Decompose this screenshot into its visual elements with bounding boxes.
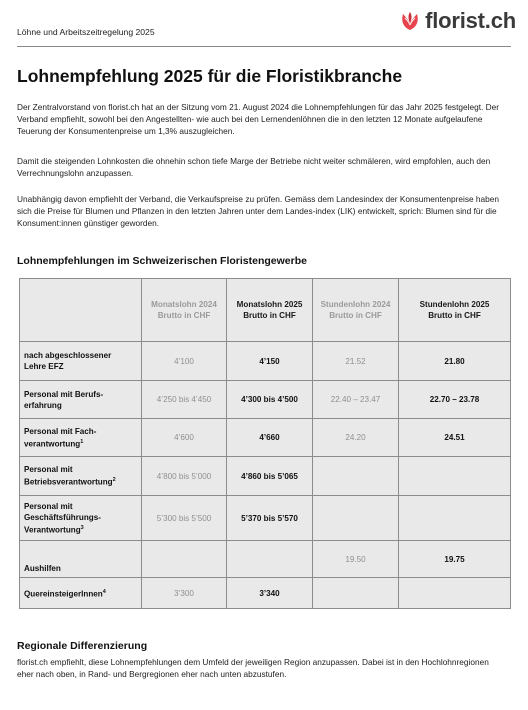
- header-line: Brutto in CHF: [157, 311, 211, 320]
- header-line: Stundenlohn 2025: [419, 300, 490, 309]
- cell-stundenlohn-2025: 21.80: [399, 342, 511, 381]
- row-label: [20, 342, 142, 381]
- page-title: Lohnempfehlung 2025 für die Floristikbranche: [17, 66, 403, 86]
- cell-monatslohn-2024: 4’250 bis 4’450: [142, 381, 227, 419]
- table-row: [20, 342, 511, 381]
- cell-monatslohn-2025: 4’860 bis 5’065: [227, 457, 313, 496]
- header-monatslohn-2025: [227, 279, 313, 342]
- document-subtitle: Löhne und Arbeitszeitregelung 2025: [17, 27, 155, 37]
- intro-paragraph-2: Damit die steigenden Lohnkosten die ohnehin schon tiefe Marge der Betriebe nicht weiter schmäleren, wird empfohlen, auch den Verrechnungslohn anzupassen.: [17, 156, 491, 179]
- cell-monatslohn-2025: 4’150: [227, 342, 313, 381]
- cell-stundenlohn-2025: [399, 578, 511, 609]
- header-line: Stundenlohn 2024: [320, 300, 391, 309]
- table-row: [20, 419, 511, 457]
- cell-stundenlohn-2024: 19.50: [313, 541, 399, 578]
- row-label: [20, 419, 142, 457]
- cell-stundenlohn-2024: 21.52: [313, 342, 399, 381]
- table-header-row: [20, 279, 511, 342]
- header-empty-cell: [20, 279, 142, 342]
- row-label: [20, 496, 142, 541]
- table-heading: Lohnempfehlungen im Schweizerischen Floristengewerbe: [17, 255, 307, 267]
- row-label-line: Aushilfen: [24, 564, 61, 573]
- row-label-line: Personal mit: [24, 501, 73, 511]
- footnote-marker: 3: [80, 524, 84, 531]
- cell-stundenlohn-2025: 24.51: [399, 419, 511, 457]
- footnote-marker: 4: [102, 588, 106, 595]
- cell-stundenlohn-2025: [399, 496, 511, 541]
- header-line: Monatslohn 2025: [236, 300, 303, 309]
- cell-stundenlohn-2024: 24.20: [313, 419, 399, 457]
- cell-stundenlohn-2024: [313, 578, 399, 609]
- table-row: [20, 496, 511, 541]
- table-row: [20, 578, 511, 609]
- cell-monatslohn-2024: 4’600: [142, 419, 227, 457]
- cell-monatslohn-2025: 4’660: [227, 419, 313, 457]
- header-stundenlohn-2024: [313, 279, 399, 342]
- row-label-line: verantwortung: [24, 439, 81, 449]
- cell-stundenlohn-2025: [399, 457, 511, 496]
- row-label-line: Verantwortung: [24, 525, 81, 535]
- cell-monatslohn-2025: 4’300 bis 4’500: [227, 381, 313, 419]
- cell-monatslohn-2024: 4’800 bis 5’000: [142, 457, 227, 496]
- cell-monatslohn-2024: [142, 541, 227, 578]
- logo-text: florist.ch: [425, 8, 516, 33]
- intro-paragraph-1: Der Zentralvorstand von florist.ch hat an der Sitzung vom 21. August 2024 die Lohnempfehlungen für das Jahr 2025 festgelegt. Der Verband empfiehlt, sowohl bei den Angestellten- wie auch bei den Lernendenlöhnen die in den letzten 12 Monate aufgelaufene Teuerung der Konsumentenpreise um 1,3% auszugleichen.: [17, 102, 499, 137]
- row-label-line: Personal mit Fach-: [24, 426, 97, 436]
- cell-stundenlohn-2024: 22.40 – 23.47: [313, 381, 399, 419]
- table-row: [20, 457, 511, 496]
- row-label: [20, 578, 142, 609]
- cell-monatslohn-2025: 3’340: [227, 578, 313, 609]
- header-monatslohn-2024: [142, 279, 227, 342]
- wage-table: [19, 278, 511, 609]
- header-stundenlohn-2025: [399, 279, 511, 342]
- header-line: Brutto in CHF: [243, 311, 296, 320]
- footnote-marker: 1: [80, 438, 84, 445]
- row-label-line: nach abgeschlossener: [24, 351, 112, 360]
- row-label: [20, 541, 142, 578]
- cell-stundenlohn-2024: [313, 496, 399, 541]
- cell-monatslohn-2025: 5’370 bis 5’570: [227, 496, 313, 541]
- regional-heading: Regionale Differenzierung: [17, 640, 148, 652]
- row-label-line: Personal mit: [24, 465, 73, 475]
- row-label-line: Geschäftsführungs-: [24, 512, 101, 522]
- intro-paragraph-3: Unabhängig davon empfiehlt der Verband, die Verkaufspreise zu prüfen. Gemäss dem Landesindex der Konsumentenpreise haben sich die Preise für Blumen und Pflanzen in den letzten Jahren unter dem Landes-index (LIK) entwickelt, sprich: Blumen sind für die Konsument:innen günstiger geworden.: [17, 194, 499, 229]
- row-label-line: Lehre EFZ: [24, 362, 64, 371]
- cell-monatslohn-2025: [227, 541, 313, 578]
- flower-icon: [398, 9, 422, 33]
- cell-stundenlohn-2024: [313, 457, 399, 496]
- cell-stundenlohn-2025: 19.75: [399, 541, 511, 578]
- row-label-line: erfahrung: [24, 400, 62, 410]
- cell-monatslohn-2024: 3’300: [142, 578, 227, 609]
- row-label: [20, 457, 142, 496]
- table-row: [20, 541, 511, 578]
- florist-logo: [398, 8, 516, 34]
- row-label-line: Personal mit Berufs-: [24, 389, 104, 399]
- table-row: [20, 381, 511, 419]
- row-label-line: QuereinsteigerInnen: [24, 589, 103, 599]
- row-label: [20, 381, 142, 419]
- cell-monatslohn-2024: 4’100: [142, 342, 227, 381]
- row-label-line: Betriebsverantwortung: [24, 477, 113, 487]
- header-line: Monatslohn 2024: [151, 300, 217, 309]
- cell-stundenlohn-2025: 22.70 – 23.78: [399, 381, 511, 419]
- cell-monatslohn-2024: 5’300 bis 5’500: [142, 496, 227, 541]
- header-line: Brutto in CHF: [428, 311, 481, 320]
- header-line: Brutto in CHF: [329, 311, 382, 320]
- footnote-marker: 2: [112, 477, 116, 484]
- regional-paragraph: florist.ch empfiehlt, diese Lohnempfehlungen dem Umfeld der jeweiligen Region anzupassen. Dabei ist in den Hochlohnregionen eher nach oben, in Rand- und Bergregionen eher nach unten abzustufen.: [17, 657, 489, 680]
- header-divider: [17, 46, 511, 47]
